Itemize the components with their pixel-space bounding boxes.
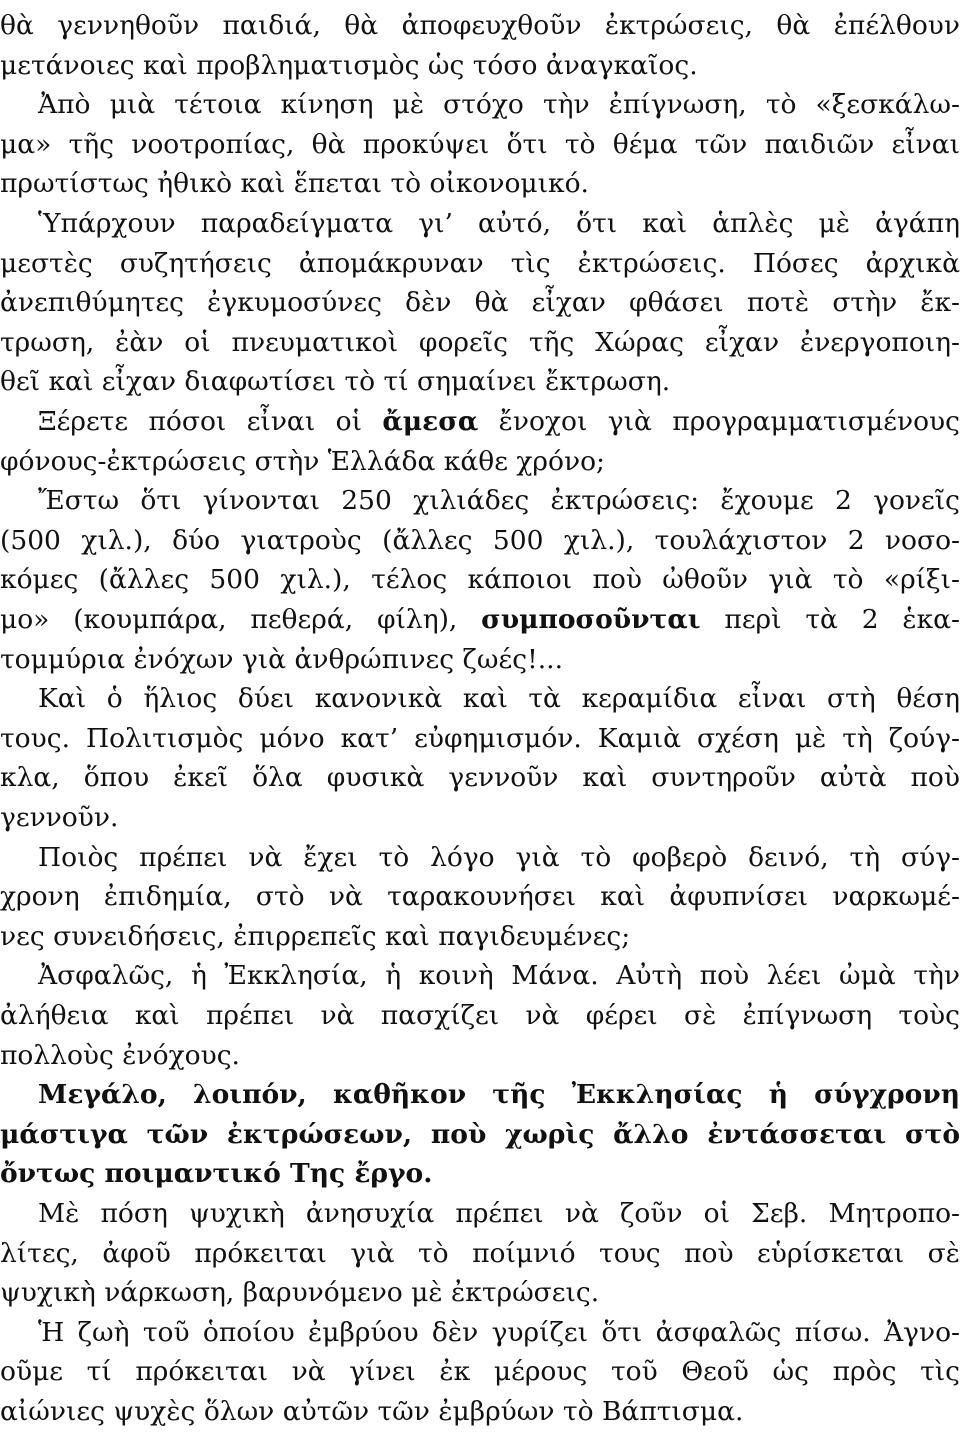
text-line: ὄντως ποιμαντικό Της ἔργο. bbox=[0, 1158, 433, 1190]
emphasis-text: ἄμεσα bbox=[382, 406, 479, 437]
text-line: φόνους-ἐκτρώσεις στὴν Ἑλλάδα κάθε χρόνο; bbox=[0, 445, 605, 477]
text-line: πολλοὺς ἐνόχους. bbox=[0, 1039, 240, 1071]
text-line: τους. Πολιτισμὸς μόνο κατ’ εὐφημισμόν. Καμιὰ σχέση μὲ τὴ ζούγ- bbox=[0, 722, 960, 754]
text-line: μο» (κουμπάρα, πεθερά, φίλη), συμποσοῦνται περὶ τὰ 2 ἑκα- bbox=[0, 604, 960, 635]
text-line: χρονη ἐπιδημία, στὸ νὰ ταρακουνήσει καὶ ἀφυπνίσει ναρκωμέ- bbox=[0, 881, 960, 913]
text-line: Ἡ ζωὴ τοῦ ὁποίου ἐμβρύου δὲν γυρίζει ὅτι ἀσφαλῶς πίσω. Ἀγνο- bbox=[38, 1316, 960, 1348]
text-line: θὰ γεννηθοῦν παιδιά, θὰ ἀποφευχθοῦν ἐκτρώσεις, θὰ ἐπέλθουν bbox=[0, 10, 960, 41]
text-line: ψυχικὴ νάρκωση, βαρυνόμενο μὲ ἐκτρώσεις. bbox=[0, 1277, 600, 1309]
text-line: τρωση, ἐὰν οἱ πνευματικοὶ φορεῖς τῆς Χώρας εἶχαν ἐνεργοποιη- bbox=[0, 326, 960, 358]
text-line: οῦμε τί πρόκειται νὰ γίνει ἐκ μέρους τοῦ Θεοῦ ὡς πρὸς τὶς bbox=[0, 1356, 960, 1388]
text-line: μα» τῆς νοοτροπίας, θὰ προκύψει ὅτι τὸ θέμα τῶν παιδιῶν εἶναι bbox=[0, 128, 960, 160]
text-line: ἀλήθεια καὶ πρέπει νὰ πασχίζει νὰ φέρει σὲ ἐπίγνωση τοὺς bbox=[0, 1000, 960, 1031]
text-line: μεστὲς συζητήσεις ἀπομάκρυναν τὶς ἐκτρώσεις. Πόσες ἀρχικὰ bbox=[0, 247, 960, 279]
text-line: πρωτίστως ἠθικὸ καὶ ἕπεται τὸ οἰκονομικό. bbox=[0, 168, 589, 200]
text-line: Ποιὸς πρέπει νὰ ἔχει τὸ λόγο γιὰ τὸ φοβερὸ δεινό, τὴ σύγ- bbox=[38, 841, 960, 873]
text-line: Μὲ πόση ψυχικὴ ἀνησυχία πρέπει νὰ ζοῦν οἱ Σεβ. Μητροπο- bbox=[38, 1198, 960, 1229]
text-line: (500 χιλ.), δύο γιατροὺς (ἄλλες 500 χιλ.), τουλάχιστον 2 νοσο- bbox=[0, 524, 960, 556]
emphasis-text: συμποσοῦνται bbox=[481, 604, 701, 635]
text-line: ἀνεπιθύμητες ἐγκυμοσύνες δὲν θὰ εἶχαν φθάσει ποτὲ στὴν ἔκ- bbox=[0, 287, 960, 319]
text-line: μάστιγα τῶν ἐκτρώσεων, ποὺ χωρὶς ἄλλο ἐντάσσεται στὸ bbox=[0, 1118, 960, 1150]
text-line: κλα, ὅπου ἐκεῖ ὅλα φυσικὰ γεννοῦν καὶ συντηροῦν αὐτὰ ποὺ bbox=[0, 762, 960, 794]
text-line: νες συνειδήσεις, ἐπιρρεπεῖς καὶ παγιδευμένες; bbox=[0, 920, 631, 952]
text-line: μετάνοιες καὶ προβληματισμὸς ὡς τόσο ἀναγκαῖος. bbox=[0, 49, 698, 81]
text-line: κόμες (ἄλλες 500 χιλ.), τέλος κάποιοι ποὺ ὠθοῦν γιὰ τὸ «ρίξι- bbox=[0, 564, 960, 596]
text-line: γεννοῦν. bbox=[0, 802, 119, 833]
text-line: τομμύρια ἐνόχων γιὰ ἀνθρώπινες ζωές!... bbox=[0, 643, 564, 675]
text-line: λίτες, ἀφοῦ πρόκειται γιὰ τὸ ποίμνιό τους ποὺ εὑρίσκεται σὲ bbox=[0, 1237, 960, 1269]
text-line: Ἀπὸ μιὰ τέτοια κίνηση μὲ στόχο τὴν ἐπίγνωση, τὸ «ξεσκάλω- bbox=[38, 89, 960, 121]
text-line: Μεγάλο, λοιπόν, καθῆκον τῆς Ἐκκλησίας ἡ σύγχρονη bbox=[38, 1079, 960, 1111]
text-line: αἰώνιες ψυχὲς ὅλων αὐτῶν τῶν ἐμβρύων τὸ Βάπτισμα. bbox=[0, 1396, 744, 1427]
text-line: Ἀσφαλῶς, ἡ Ἐκκλησία, ἡ κοινὴ Μάνα. Αὐτὴ ποὺ λέει ὠμὰ τὴν bbox=[38, 960, 960, 992]
text-line: Ἔστω ὅτι γίνονται 250 χιλιάδες ἐκτρώσεις: ἔχουμε 2 γονεῖς bbox=[38, 485, 960, 517]
text-line: θεῖ καὶ εἶχαν διαφωτίσει τὸ τί σημαίνει ἔκτρωση. bbox=[0, 366, 671, 398]
text-line: Καὶ ὁ ἥλιος δύει κανονικὰ καὶ τὰ κεραμίδια εἶναι στὴ θέση bbox=[38, 683, 960, 715]
text-line: Ξέρετε πόσοι εἶναι οἱ ἄμεσα ἔνοχοι γιὰ προγραμματισμένους bbox=[38, 406, 960, 437]
text-line: Ὑπάρχουν παραδείγματα γι’ αὐτό, ὅτι καὶ ἁπλὲς μὲ ἀγάπη bbox=[38, 208, 960, 239]
